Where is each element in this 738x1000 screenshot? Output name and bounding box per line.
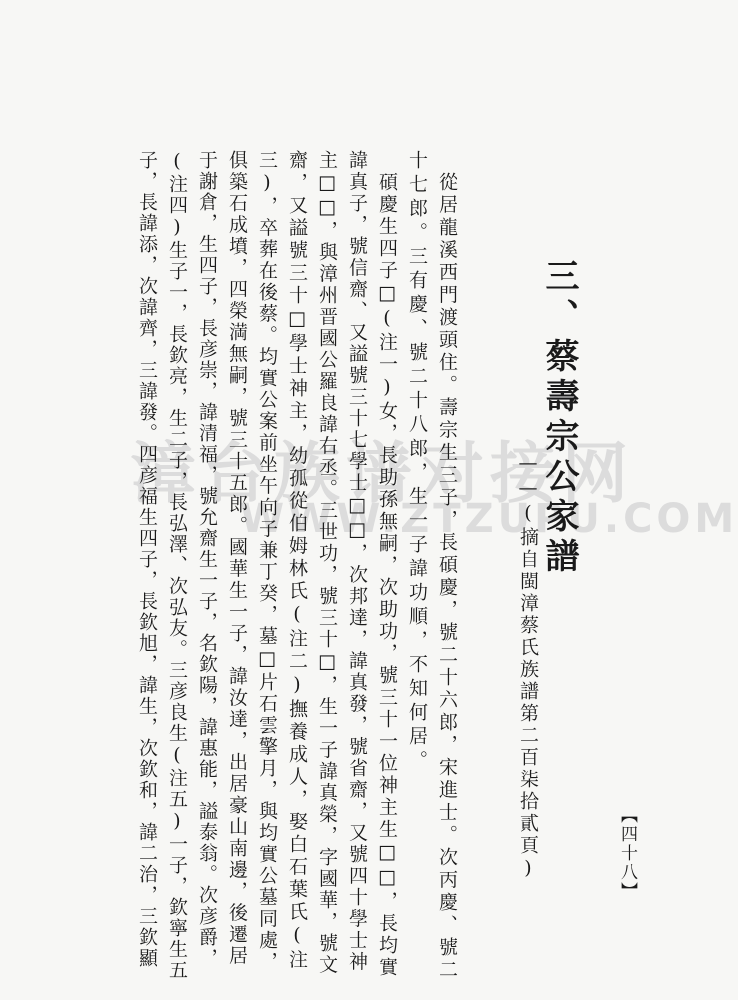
- text-column-7: 三)，卒葬在後蔡。均實公案前坐午向子兼丁癸，墓□片石雲擎月，與均實公墓同處，: [256, 150, 278, 973]
- text-column-6: 齋，又謚號三十□學士神主，幼孤從伯姆林氏(注二)撫養成人，娶白石葉氏(注: [286, 150, 308, 972]
- text-column-3: 碩慶生四子□(注一)女，長助孫無嗣，次助功，號三十一位神主生□□，長均實: [376, 172, 398, 979]
- text-column-1: 從居龍溪西門渡頭住。壽宗生三子，長碩慶，號二十六郎，宋進士。次丙慶、號二: [436, 172, 458, 982]
- text-column-4: 諱真子，號信齋、又謚號三十七學士□□，次邦達，諱真發，號省齋，又號四十學士神: [346, 150, 368, 973]
- page-subtitle: ——(摘自閩漳蔡氏族譜第二百柒拾貳頁): [517, 452, 539, 882]
- text-column-8: 俱築石成墳，四榮満無嗣，號三十五郎。國華生一子，諱汝達，出居豪山南邊，後遷居: [226, 150, 248, 967]
- page-number: 【四十八】: [617, 806, 637, 901]
- text-column-9: 于謝倉，生四子，長彦崇，諱清福，號允齋生一子，名欽陽，諱惠能，謚泰翁。次彦爵，: [196, 150, 218, 969]
- text-column-5: 主□□，與漳州晋國公羅良諱右丞。三世功，號三十□，生一子諱真榮，字國華，號文: [316, 150, 338, 976]
- watermark-url: WWW.ZTZUPU.COM: [240, 496, 738, 542]
- text-column-10: (注四)生子一，長欽亮，生二子，長弘澤、次弘友。三彦良生(注五)一子，欽寧生五: [166, 150, 188, 981]
- page-title: 三、蔡壽宗公家譜: [539, 258, 579, 578]
- text-column-2: 十七郎。三有慶、號二十八郎，生一子諱功順，不知何居。: [406, 150, 428, 774]
- text-column-11: 子，長諱添，次諱齊，三諱發。四彦福生四子，長欽旭，諱生，次欽和，諱二治，三欽顯: [136, 150, 158, 969]
- watermark: 漳台族谱对接网: [130, 435, 634, 512]
